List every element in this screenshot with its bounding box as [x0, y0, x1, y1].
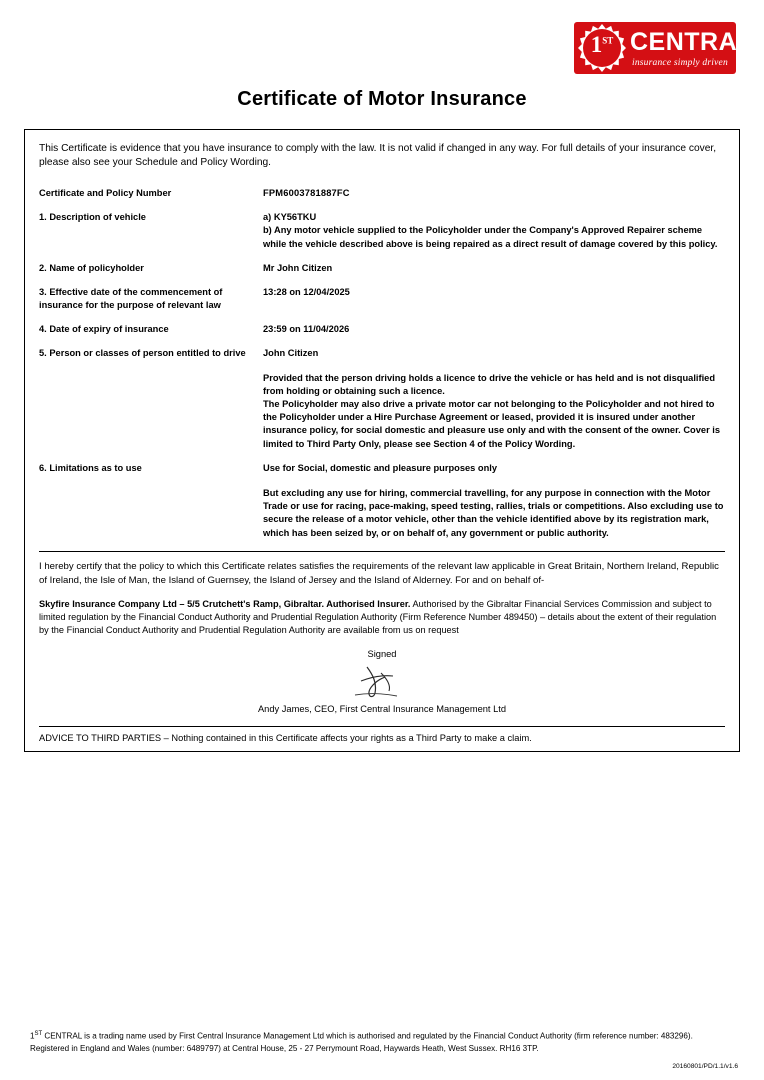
- logo-wordmark: CENTRAL: [630, 28, 753, 56]
- logo-number-text: 1: [590, 32, 603, 57]
- field-value: Mr John Citizen: [263, 262, 333, 273]
- field-value: 23:59 on 11/04/2026: [263, 324, 350, 335]
- field-value-extra: Provided that the person driving holds a licence to drive the vehicle or has held and is not disqualified from holding or obtaining such a licence.: [263, 372, 716, 396]
- certification-statement: I hereby certify that the policy to which this Certificate relates satisfies the requirements of the relevant law applicable in Great Britain, Northern Ireland, Republic of Ireland, the Isle of Man, the Island of Guernsey, the Island of Jersey and the Island of Alderney. For and on behalf of-: [39, 560, 719, 586]
- first-central-logo: [574, 22, 753, 74]
- field-value: Use for Social, domestic and pleasure purposes only: [263, 462, 498, 473]
- field-row-effective-date: [39, 286, 725, 312]
- page-title: Certificate of Motor Insurance: [237, 88, 527, 110]
- field-label: 1. Description of vehicle: [39, 212, 146, 223]
- field-row-vehicle: [39, 211, 725, 251]
- signed-label: Signed: [367, 648, 397, 659]
- certificate-intro: This Certificate is evidence that you have insurance to comply with the law. It is not valid if changed in any way. For full details of your insurance cover, please also see your Schedule and Policy Wording.: [39, 143, 717, 169]
- field-value-extra-2: The Policyholder may also drive a private motor car not belonging to the Policyholder and not hired to the Policyholder under a Hire Purchase Agreement or leased, provided it is insured under another insurance policy, for social domestic and pleasure use only and with the consent of the owner. Cover is limited to Third Party Only, please see Section 4 of the Policy Wording.: [263, 399, 721, 449]
- field-value-group: [263, 211, 725, 251]
- insurer-name: Skyfire Insurance Company Ltd – 5/5 Crutchett's Ramp, Gibraltar. Authorised Insurer.: [39, 598, 411, 609]
- logo-ordinal: ST: [602, 35, 614, 46]
- signatory-name: Andy James, CEO, First Central Insurance Management Ltd: [257, 703, 507, 714]
- field-row-policyholder: [39, 262, 725, 275]
- signature-block: [39, 648, 725, 716]
- certificate-box: [24, 129, 740, 752]
- signature-image: [39, 663, 725, 701]
- document-reference: 20160801/PD/1.1/v1.6: [672, 1063, 738, 1070]
- field-label: 2. Name of policyholder: [39, 262, 144, 273]
- field-label: 5. Person or classes of person entitled to drive: [39, 348, 246, 359]
- footer-text: CENTRAL is a trading name used by First Central Insurance Management Ltd which is authorised and regulated by the Financial Conduct Authority (firm reference number: 483296). Registered in England and Wales (number: 6489797) at Central House, 25 - 27 Perrymount Road, Haywards Heath, West Sussex. RH16 3TP.: [30, 1032, 693, 1053]
- field-value: John Citizen: [263, 348, 319, 359]
- insurer-details: [39, 598, 725, 638]
- field-label: Certificate and Policy Number: [39, 187, 172, 198]
- field-label: 4. Date of expiry of insurance: [39, 324, 169, 335]
- section-divider: [39, 551, 725, 552]
- footer-ordinal: ST: [34, 1031, 43, 1038]
- field-label: 6. Limitations as to use: [39, 462, 142, 473]
- field-row-limitations: [39, 462, 725, 540]
- third-party-advice: ADVICE TO THIRD PARTIES – Nothing contained in this Certificate affects your rights as a Third Party to make a claim.: [39, 726, 725, 751]
- footer-prefix: 1: [30, 1032, 35, 1042]
- field-row-entitled-drivers: [39, 347, 725, 450]
- logo-tagline: insurance simply driven: [632, 58, 728, 68]
- starburst-badge-icon: [578, 24, 626, 72]
- page-footer: [30, 1030, 734, 1054]
- insurer-regulatory-text: Authorised by the Gibraltar Financial Services Commission and subject to limited regulation by the Financial Conduct Authority and Prudential Regulation Authority (Firm Reference Number 489450) – details about the extent of their regulation by the Financial Conduct Authority and Prudential Regulation Authority are available from us on request: [39, 598, 717, 636]
- field-value-group: [263, 462, 725, 540]
- field-value: a) KY56TKU: [263, 212, 317, 223]
- logo-number: [578, 33, 626, 56]
- field-value: 13:28 on 12/04/2025: [263, 286, 350, 297]
- field-label: 3. Effective date of the commencement of insurance for the purpose of relevant law: [39, 286, 223, 311]
- field-value-extra: But excluding any use for hiring, commercial travelling, for any purpose in connection with the Motor Trade or use for racing, pace-making, speed testing, rallies, trials or competitions. Also excluding use to secure the release of a motor vehicle, other than the vehicle identified above by its registration mark, which has been seized by, or on behalf of, any government or public authority.: [263, 487, 724, 538]
- field-value: FPM6003781887FC: [263, 187, 350, 198]
- signature-strokes-icon: [337, 663, 427, 701]
- field-value-group: [263, 347, 725, 450]
- field-row-policy-number: [39, 187, 725, 200]
- field-row-expiry-date: [39, 323, 725, 336]
- field-value-extra: b) Any motor vehicle supplied to the Policyholder under the Company's Approved Repairer scheme while the vehicle described above is being repaired as a direct result of damage covered by this policy.: [263, 225, 718, 249]
